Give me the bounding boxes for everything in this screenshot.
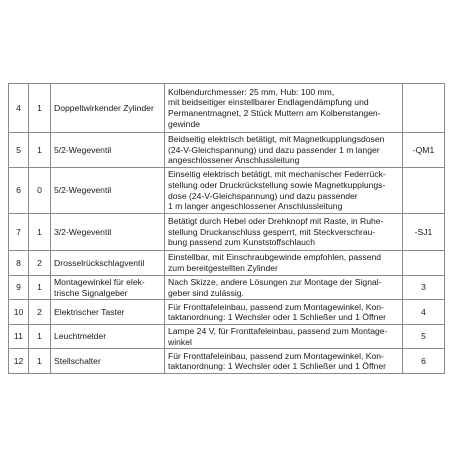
- row-reference: [403, 251, 445, 276]
- table-row: [9, 349, 445, 374]
- row-quantity: 2: [29, 300, 51, 325]
- description-line: Einseitig elektrisch betätigt, mit mechanischer Federrück-: [168, 169, 386, 180]
- row-description: [165, 84, 403, 133]
- row-number: 6: [9, 168, 29, 214]
- description-line: Einstellbar, mit Einschraubgewinde empfohlen, passend: [168, 252, 382, 263]
- description-line: Kolbendurchmesser: 25 mm, Hub: 100 mm,: [168, 86, 335, 97]
- table-row: [9, 325, 445, 349]
- row-quantity: 1: [29, 325, 51, 349]
- component-name-line: Drosselrückschlagventil: [54, 257, 145, 268]
- table-row: [9, 168, 445, 214]
- row-component-name: [51, 251, 165, 276]
- row-component-name: [51, 276, 165, 300]
- table-row: [9, 133, 445, 168]
- component-name-line: trische Signalgeber: [54, 287, 128, 298]
- description-line: dose (24-V-Gleichspannung) und dazu passender: [168, 190, 358, 201]
- row-reference: [403, 84, 445, 133]
- row-reference: -SJ1: [403, 214, 445, 251]
- description-line: taktanordnung: 1 Wechsler oder 1 Schließer und 1 Öffner: [168, 361, 386, 372]
- table-row: [9, 214, 445, 251]
- row-number: 8: [9, 251, 29, 276]
- table-row: [9, 300, 445, 325]
- description-line: Betätigt durch Hebel oder Drehknopf mit Raste, in Ruhe-: [168, 216, 384, 227]
- component-name-line: 3/2-Wegeventil: [54, 226, 112, 237]
- description-line: taktanordnung: 1 Wechsler oder 1 Schließer und 1 Öffner: [168, 312, 386, 323]
- row-component-name: [51, 349, 165, 374]
- row-number: 4: [9, 84, 29, 133]
- component-name-line: Elektrischer Taster: [54, 306, 125, 317]
- row-quantity: 1: [29, 84, 51, 133]
- description-line: geber sind zulässig.: [168, 287, 244, 298]
- row-quantity: 1: [29, 276, 51, 300]
- row-description: [165, 325, 403, 349]
- description-line: 1 m langer angeschlossener Anschlussleitung: [168, 201, 343, 212]
- row-description: [165, 133, 403, 168]
- table-row: [9, 251, 445, 276]
- row-number: 7: [9, 214, 29, 251]
- description-line: Nach Skizze, andere Lösungen zur Montage der Signal-: [168, 277, 382, 287]
- component-name-line: 5/2-Wegeventil: [54, 185, 112, 196]
- description-line: bung passend zum Kunststoffschlauch: [168, 237, 315, 248]
- row-quantity: 1: [29, 349, 51, 374]
- row-component-name: [51, 300, 165, 325]
- row-quantity: 1: [29, 214, 51, 251]
- row-description: [165, 214, 403, 251]
- description-line: Für Fronttafeleinbau, passend zum Montagewinkel, Kon-: [168, 301, 384, 312]
- row-component-name: [51, 214, 165, 251]
- component-name-line: Montagewinkel für elek-: [54, 277, 145, 287]
- row-number: 5: [9, 133, 29, 168]
- description-line: Beidseitig elektrisch betätigt, mit Magnetkupplungsdosen: [168, 134, 385, 145]
- row-reference: 5: [403, 325, 445, 349]
- description-line: zum bereitgestellten Zylinder: [168, 263, 278, 273]
- row-description: [165, 349, 403, 374]
- row-component-name: [51, 325, 165, 349]
- component-name-line: 5/2-Wegeventil: [54, 144, 112, 155]
- description-line: (24-V-Gleichspannung) und dazu passender 1 m langer: [168, 144, 380, 155]
- row-quantity: 2: [29, 251, 51, 276]
- row-reference: 3: [403, 276, 445, 300]
- parts-list-body: [9, 84, 445, 374]
- description-line: stellung oder Druckrückstellung sowie Magnetkupplungs-: [168, 179, 386, 190]
- description-line: stellung Druckanschluss gesperrt, mit Steckverschrau-: [168, 226, 376, 237]
- row-number: 9: [9, 276, 29, 300]
- row-reference: 4: [403, 300, 445, 325]
- description-line: Lampe 24 V, für Fronttafeleinbau, passend zum Montage-: [168, 326, 388, 337]
- table-row: [9, 84, 445, 133]
- component-name-line: Stellschalter: [54, 356, 101, 367]
- row-reference: 6: [403, 349, 445, 374]
- row-component-name: [51, 84, 165, 133]
- row-component-name: [51, 133, 165, 168]
- description-line: mit beidseitiger einstellbarer Endlagendämpfung und: [168, 97, 369, 108]
- component-name-line: Leuchtmelder: [54, 331, 107, 342]
- row-reference: [403, 168, 445, 214]
- row-component-name: [51, 168, 165, 214]
- row-description: [165, 251, 403, 276]
- description-line: Für Fronttafeleinbau, passend zum Montagewinkel, Kon-: [168, 350, 384, 361]
- row-number: 11: [9, 325, 29, 349]
- row-quantity: 1: [29, 133, 51, 168]
- component-name-line: Doppeltwirkender Zylinder: [54, 102, 154, 113]
- parts-list-table: [8, 83, 445, 374]
- row-description: [165, 168, 403, 214]
- row-description: [165, 276, 403, 300]
- table-row: [9, 276, 445, 300]
- row-description: [165, 300, 403, 325]
- description-line: angeschlossener Anschlussleitung: [168, 155, 300, 166]
- row-quantity: 0: [29, 168, 51, 214]
- description-line: gewinde: [168, 118, 201, 129]
- row-reference: -QM1: [403, 133, 445, 168]
- row-number: 10: [9, 300, 29, 325]
- description-line: winkel: [168, 336, 192, 347]
- description-line: Permanentmagnet, 2 Stück Muttern am Kolbenstangen-: [168, 108, 381, 118]
- row-number: 12: [9, 349, 29, 374]
